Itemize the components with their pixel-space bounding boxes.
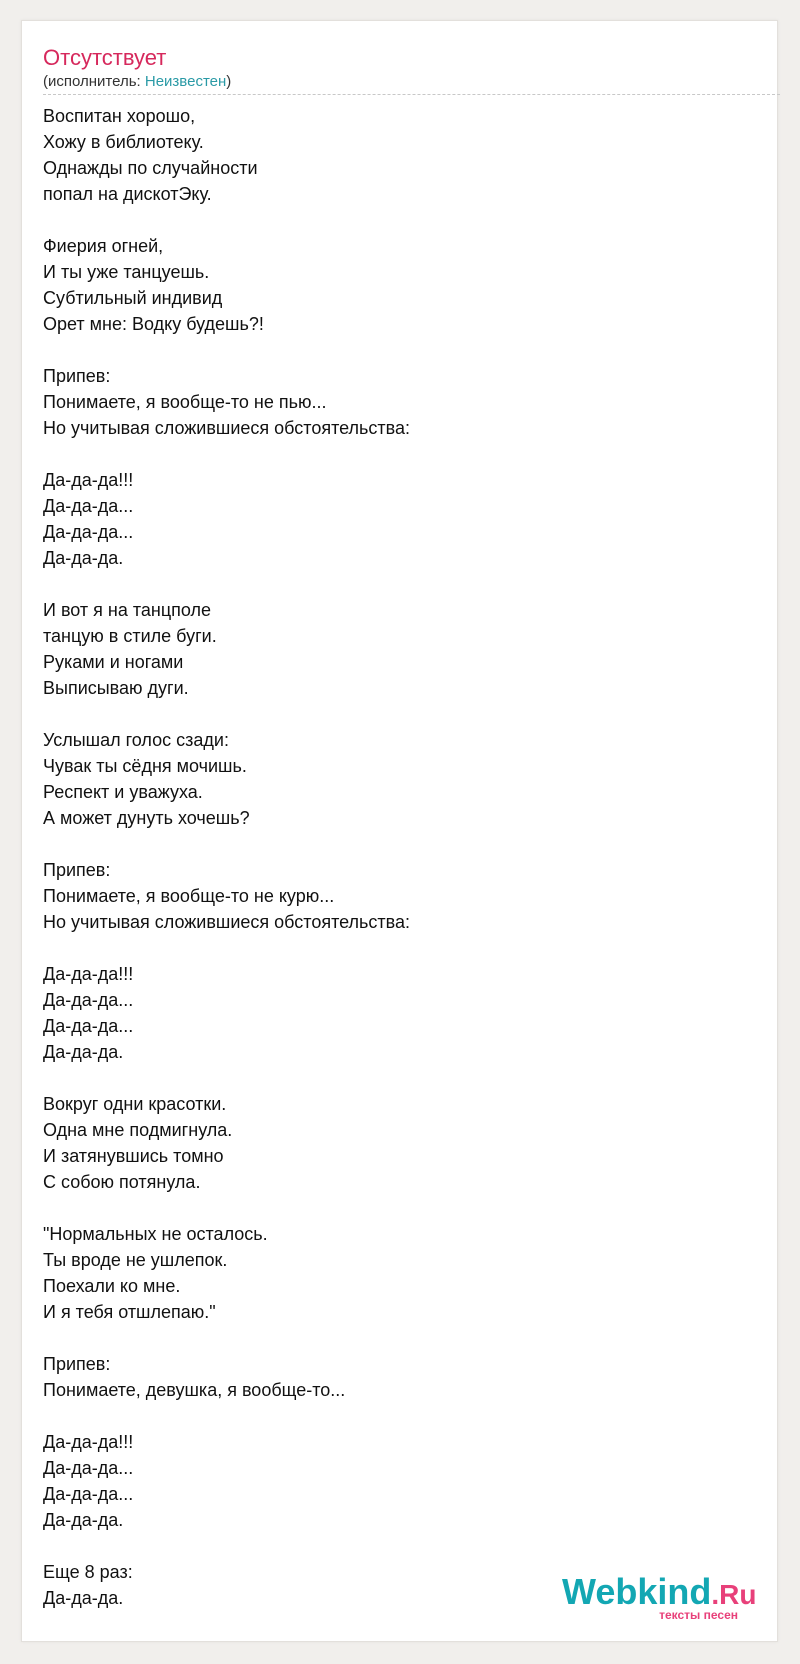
lyric-line: Да-да-да... — [43, 1458, 134, 1478]
logo-main: Webkind — [562, 1571, 712, 1612]
lyric-line: Да-да-да. — [43, 1510, 124, 1530]
stanza-gap — [43, 337, 743, 363]
stanza-gap — [43, 441, 743, 467]
stanza-gap — [43, 571, 743, 597]
lyric-line: Да-да-да. — [43, 548, 124, 568]
stanza-gap — [43, 1403, 743, 1429]
lyric-line: Субтильный индивид — [43, 288, 223, 308]
lyric-line: Еще 8 раз: — [43, 1562, 133, 1582]
lyric-line: "Нормальных не осталось. — [43, 1224, 268, 1244]
stanza-gap — [43, 1533, 743, 1559]
logo-tagline: тексты песен — [659, 1608, 738, 1622]
lyric-line: Да-да-да... — [43, 1484, 134, 1504]
lyric-line: Фиерия огней, — [43, 236, 164, 256]
lyric-line: А может дунуть хочешь? — [43, 808, 250, 828]
lyrics-card — [21, 20, 778, 1642]
lyric-line: Припев: — [43, 366, 111, 386]
lyric-line: Хожу в библиотеку. — [43, 132, 204, 152]
lyric-line: Припев: — [43, 1354, 111, 1374]
site-logo[interactable] — [562, 1571, 772, 1622]
lyric-line: Услышал голос сзади: — [43, 730, 229, 750]
lyric-line: Руками и ногами — [43, 652, 184, 672]
lyric-line: Да-да-да... — [43, 1016, 134, 1036]
lyric-line: Припев: — [43, 860, 111, 880]
lyric-line: Да-да-да... — [43, 522, 134, 542]
lyric-line: Но учитывая сложившиеся обстоятельства: — [43, 418, 411, 438]
lyric-line: Да-да-да. — [43, 1588, 124, 1608]
stanza-gap — [43, 831, 743, 857]
stanza-gap — [43, 1325, 743, 1351]
lyric-line: Респект и уважуха. — [43, 782, 203, 802]
lyric-line: Да-да-да!!! — [43, 1432, 134, 1452]
lyric-line: Понимаете, я вообще-то не курю... — [43, 886, 335, 906]
song-artist-line — [43, 73, 231, 91]
lyrics-text — [43, 103, 743, 1611]
lyric-line: Одна мне подмигнула. — [43, 1120, 233, 1140]
lyric-line: Однажды по случайности — [43, 158, 258, 178]
lyric-line: Воспитан хорошо, — [43, 106, 196, 126]
lyric-line: С собою потянула. — [43, 1172, 201, 1192]
title-divider — [43, 94, 780, 95]
lyric-line: Да-да-да. — [43, 1042, 124, 1062]
lyric-line: Орет мне: Водку будешь?! — [43, 314, 264, 334]
artist-prefix: (исполнитель: — [43, 73, 145, 90]
stanza-gap — [43, 207, 743, 233]
lyric-line: танцую в стиле буги. — [43, 626, 217, 646]
song-title: Отсутствует — [43, 45, 167, 70]
lyric-line: Чувак ты сёдня мочишь. — [43, 756, 247, 776]
lyric-line: Да-да-да!!! — [43, 470, 134, 490]
artist-suffix: ) — [226, 73, 232, 90]
artist-link[interactable]: Неизвестен — [144, 73, 227, 90]
stanza-gap — [43, 935, 743, 961]
lyric-line: Да-да-да... — [43, 990, 134, 1010]
lyric-line: Вокруг одни красотки. — [43, 1094, 227, 1114]
lyric-line: Ты вроде не ушлепок. — [43, 1250, 228, 1270]
lyric-line: Понимаете, я вообще-то не пью... — [43, 392, 327, 412]
lyric-line: Но учитывая сложившиеся обстоятельства: — [43, 912, 411, 932]
lyric-line: И ты уже танцуешь. — [43, 262, 210, 282]
lyric-line: И вот я на танцполе — [43, 600, 212, 620]
lyric-line: И затянувшись томно — [43, 1146, 224, 1166]
lyric-line: попал на дискотЭку. — [43, 184, 212, 204]
lyric-line: Да-да-да... — [43, 496, 134, 516]
lyric-line: И я тебя отшлепаю." — [43, 1302, 216, 1322]
lyric-line: Понимаете, девушка, я вообще-то... — [43, 1380, 346, 1400]
stanza-gap — [43, 701, 743, 727]
lyric-line: Выписываю дуги. — [43, 678, 189, 698]
stanza-gap — [43, 1065, 743, 1091]
stanza-gap — [43, 1195, 743, 1221]
logo-tld: .Ru — [711, 1579, 757, 1610]
lyric-line: Да-да-да!!! — [43, 964, 134, 984]
lyric-line: Поехали ко мне. — [43, 1276, 181, 1296]
